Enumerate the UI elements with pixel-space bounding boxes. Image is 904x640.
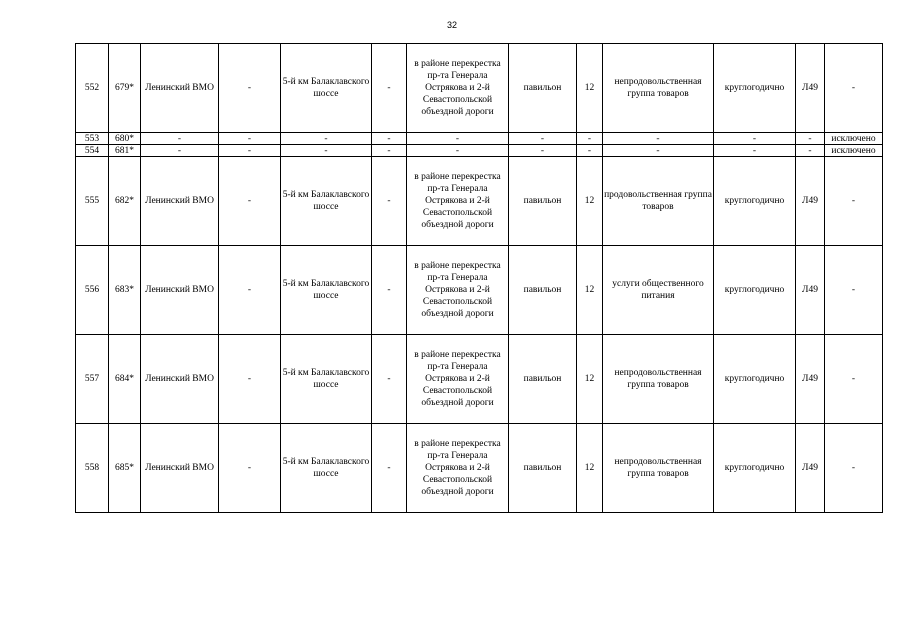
cell-specialization: непродовольственная группа товаров [603, 424, 714, 513]
cell-period: - [714, 145, 796, 157]
cell-area: 12 [577, 246, 603, 335]
cell-district: Ленинский ВМО [141, 424, 219, 513]
cell-area: 12 [577, 335, 603, 424]
cell-scheme-sheet: Л49 [796, 335, 825, 424]
cell-object-number: 679* [109, 44, 141, 133]
cell-object-type: павильон [509, 246, 577, 335]
cell-row-number: 552 [76, 44, 109, 133]
cell-location: в районе перекрестка пр-та Генерала Острякова и 2-й Севастопольской объездной дороги [407, 157, 509, 246]
cell-area: - [577, 145, 603, 157]
cell-district: - [141, 145, 219, 157]
cell-district: Ленинский ВМО [141, 157, 219, 246]
cell-address: 5-й км Балаклавского шоссе [281, 44, 372, 133]
cell-location: - [407, 133, 509, 145]
cell-column-4: - [219, 246, 281, 335]
cell-row-number: 558 [76, 424, 109, 513]
cell-district: Ленинский ВМО [141, 335, 219, 424]
cell-scheme-sheet: Л49 [796, 157, 825, 246]
table-row [76, 424, 883, 513]
cell-period: круглогодично [714, 44, 796, 133]
registry-table [75, 43, 883, 513]
cell-column-6: - [372, 424, 407, 513]
cell-note: - [825, 246, 883, 335]
table-row [76, 335, 883, 424]
cell-object-number: 683* [109, 246, 141, 335]
table-row [76, 44, 883, 133]
cell-object-number: 681* [109, 145, 141, 157]
cell-location: в районе перекрестка пр-та Генерала Острякова и 2-й Севастопольской объездной дороги [407, 335, 509, 424]
cell-row-number: 557 [76, 335, 109, 424]
cell-scheme-sheet: Л49 [796, 424, 825, 513]
cell-column-6: - [372, 145, 407, 157]
cell-scheme-sheet: - [796, 133, 825, 145]
cell-period: - [714, 133, 796, 145]
cell-column-4: - [219, 335, 281, 424]
cell-column-6: - [372, 246, 407, 335]
cell-area: - [577, 133, 603, 145]
cell-note: исключено [825, 145, 883, 157]
cell-object-number: 680* [109, 133, 141, 145]
cell-note: - [825, 157, 883, 246]
cell-area: 12 [577, 44, 603, 133]
cell-address: 5-й км Балаклавского шоссе [281, 157, 372, 246]
cell-address: - [281, 133, 372, 145]
cell-location: - [407, 145, 509, 157]
table-row [76, 145, 883, 157]
cell-location: в районе перекрестка пр-та Генерала Острякова и 2-й Севастопольской объездной дороги [407, 246, 509, 335]
cell-note: исключено [825, 133, 883, 145]
cell-row-number: 555 [76, 157, 109, 246]
cell-specialization: - [603, 133, 714, 145]
registry-body [76, 44, 883, 513]
page-number: 32 [446, 20, 457, 30]
cell-specialization: услуги общественного питания [603, 246, 714, 335]
cell-address: - [281, 145, 372, 157]
cell-specialization: непродовольственная группа товаров [603, 335, 714, 424]
cell-scheme-sheet: - [796, 145, 825, 157]
cell-specialization: непродовольственная группа товаров [603, 44, 714, 133]
cell-scheme-sheet: Л49 [796, 44, 825, 133]
cell-period: круглогодично [714, 246, 796, 335]
cell-district: Ленинский ВМО [141, 246, 219, 335]
cell-note: - [825, 44, 883, 133]
cell-column-6: - [372, 44, 407, 133]
cell-district: - [141, 133, 219, 145]
table-row [76, 246, 883, 335]
cell-period: круглогодично [714, 335, 796, 424]
cell-address: 5-й км Балаклавского шоссе [281, 246, 372, 335]
cell-location: в районе перекрестка пр-та Генерала Острякова и 2-й Севастопольской объездной дороги [407, 44, 509, 133]
cell-period: круглогодично [714, 424, 796, 513]
cell-column-4: - [219, 145, 281, 157]
cell-row-number: 553 [76, 133, 109, 145]
cell-column-4: - [219, 157, 281, 246]
cell-scheme-sheet: Л49 [796, 246, 825, 335]
cell-column-4: - [219, 424, 281, 513]
cell-column-6: - [372, 335, 407, 424]
cell-address: 5-й км Балаклавского шоссе [281, 335, 372, 424]
cell-column-4: - [219, 44, 281, 133]
cell-row-number: 556 [76, 246, 109, 335]
cell-object-type: - [509, 145, 577, 157]
cell-object-type: павильон [509, 335, 577, 424]
cell-object-type: павильон [509, 157, 577, 246]
cell-note: - [825, 424, 883, 513]
cell-object-type: павильон [509, 424, 577, 513]
table-row [76, 157, 883, 246]
table-row [76, 133, 883, 145]
cell-object-number: 684* [109, 335, 141, 424]
cell-location: в районе перекрестка пр-та Генерала Острякова и 2-й Севастопольской объездной дороги [407, 424, 509, 513]
cell-object-type: - [509, 133, 577, 145]
cell-column-6: - [372, 157, 407, 246]
cell-note: - [825, 335, 883, 424]
cell-specialization: продовольственная группа товаров [603, 157, 714, 246]
cell-object-type: павильон [509, 44, 577, 133]
cell-column-6: - [372, 133, 407, 145]
cell-object-number: 682* [109, 157, 141, 246]
cell-area: 12 [577, 424, 603, 513]
cell-area: 12 [577, 157, 603, 246]
cell-specialization: - [603, 145, 714, 157]
cell-district: Ленинский ВМО [141, 44, 219, 133]
cell-period: круглогодично [714, 157, 796, 246]
cell-address: 5-й км Балаклавского шоссе [281, 424, 372, 513]
cell-object-number: 685* [109, 424, 141, 513]
cell-column-4: - [219, 133, 281, 145]
cell-row-number: 554 [76, 145, 109, 157]
